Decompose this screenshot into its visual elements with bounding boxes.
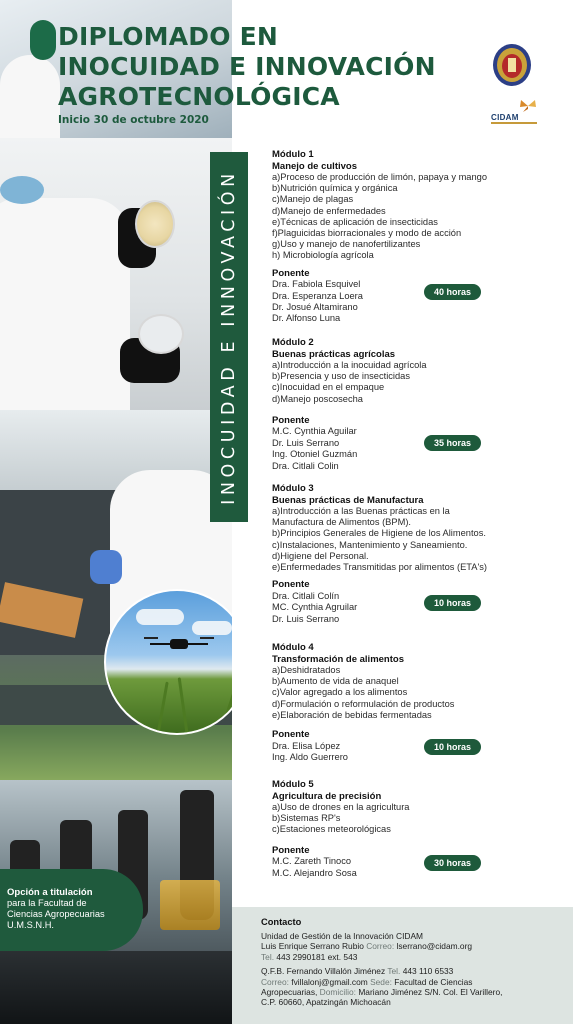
address-line: C.P. 60660, Apatzingán Michoacán [261,997,391,1008]
topic-item: b)Nutrición química y orgánica [272,183,398,194]
topic-item: b)Sistemas RP's [272,813,341,824]
speaker-list [272,591,572,625]
header [50,0,573,137]
contact-line [261,966,573,976]
butterfly-icon [519,99,537,113]
module-name: Agricultura de precisión [272,790,382,802]
contact-phone[interactable]: 443 110 6533 [402,966,454,977]
amber-liquid [160,880,220,930]
topic-item: c)Manejo de plagas [272,194,354,205]
contact-person: Q.F.B. Fernando Villalón Jiménez [261,966,386,977]
cloud [192,621,232,635]
tel-label: Tel. [387,966,401,977]
speaker-item: Dra. Esperanza Loera [272,290,363,301]
topic-item: a)Introducción a la inocuidad agrícola [272,360,427,370]
petri-dish-photo [0,138,232,410]
topic-item: a)Deshidratados [272,665,341,675]
option-title: Opción a titulación [7,887,93,898]
contact-line [261,952,573,962]
cidam-underline [491,122,537,124]
topic-item: d)Manejo poscosecha [272,393,363,404]
drone-rotor [144,637,158,639]
module-3 [272,483,572,625]
module-number: Módulo 5 [272,779,314,790]
speaker-item: MC. Cynthia Agruilar [272,602,358,613]
topic-item: e)Enfermedades Transmitidas por alimentos (ETA's) [272,562,487,573]
petri-dish [138,314,184,354]
module-1 [272,149,572,325]
speaker-list [272,426,572,472]
title-line-3: AGROTECNOLÓGICA [58,82,340,111]
option-line: para la Facultad de [7,898,87,908]
topic-item: c)Estaciones meteorológicas [272,824,391,835]
speaker-item: Ing. Aldo Guerrero [272,751,348,762]
hours-badge: 10 horas [424,595,481,611]
speaker-label: Ponente [272,729,310,741]
module-name: Transformación de alimentos [272,653,404,665]
lab-coat [0,198,130,410]
plant [156,682,169,735]
speaker-label: Ponente [272,579,310,591]
speaker-item: Dr. Josué Altamirano [272,301,358,312]
speaker-item: Dr. Luis Serrano [272,613,340,624]
speaker-list [272,856,572,879]
topic-list [272,172,572,262]
cidam-wordmark: CIDAM [491,113,519,122]
speaker-item: M.C. Zareth Tinoco [272,856,352,867]
contact-email[interactable]: lserrano@cidam.org [396,941,473,952]
topic-item: b)Principios Generales de Higiene de los Alimentos. [272,528,486,539]
bottom-photo-strip [0,951,232,1024]
topic-list [272,360,572,405]
cidam-logo [489,99,539,129]
option-line: Ciencias Agropecuarias [7,909,105,919]
topic-item: d)Formulación o reformulación de productos [272,698,455,709]
vertical-band-text: INOCUIDAD E INNOVACIÓN [219,169,239,505]
topic-list [272,506,572,573]
speaker-item: M.C. Alejandro Sosa [272,867,357,878]
petri-dish [135,200,175,248]
speaker-label: Ponente [272,844,310,856]
contact-line [261,977,573,987]
topic-item: b)Presencia y uso de insecticidas [272,371,410,382]
topic-item: e)Técnicas de aplicación de insecticidas [272,216,438,227]
tel-label: Tel. [261,951,275,962]
option-line: U.M.S.N.H. [7,920,55,930]
topic-item: d)Higiene del Personal. [272,550,369,561]
topic-item: c)Instalaciones, Mantenimiento y Saneamiento. [272,539,468,550]
contact-org: Unidad de Gestión de la Innovación CIDAM [261,931,424,941]
cloud [136,609,184,625]
speaker-item: Dr. Luis Serrano [272,437,340,448]
hours-badge: 30 horas [424,855,481,871]
contact-heading: Contacto [261,917,302,927]
email-label: Correo: [366,941,395,952]
title-line-1: DIPLOMADO EN [58,22,279,51]
speaker-item: Ing. Otoniel Guzmán [272,449,358,460]
speaker-item: Dra. Elisa López [272,740,341,751]
topic-item: a)Proceso de producción de limón, papaya y mango [272,172,487,182]
page-title [58,22,468,112]
contact-phone[interactable]: 443 2990181 ext. 543 [276,951,358,962]
topic-item: c)Valor agregado a los alimentos [272,687,408,698]
topic-item: b)Aumento de vida de anaquel [272,676,399,687]
sede-value: Facultad de Ciencias [394,976,473,987]
contact-line [261,941,573,951]
module-5 [272,779,572,879]
university-seal-icon [491,42,533,88]
speaker-label: Ponente [272,267,310,279]
modules-list [232,137,573,907]
drone-rotor [200,637,214,639]
speaker-label: Ponente [272,414,310,426]
topic-item: g)Uso y manejo de nanofertilizantes [272,239,421,250]
topic-item: f)Plaguicidas biorracionales y modo de acción [272,228,462,239]
contact-person: Luis Enrique Serrano Rubio [261,941,364,952]
module-name: Buenas prácticas de Manufactura [272,494,424,506]
hair-cap [0,176,44,204]
blue-glove [90,550,122,584]
module-number: Módulo 3 [272,483,314,494]
module-name: Buenas prácticas agrícolas [272,348,396,360]
speaker-list [272,279,572,325]
module-number: Módulo 2 [272,337,314,348]
drone-icon [170,639,188,649]
module-name: Manejo de cultivos [272,160,357,172]
speaker-item: Dra. Citlali Colin [272,460,339,471]
topic-item: Manufactura de Alimentos (BPM). [272,517,411,528]
title-line-2: INOCUIDAD E INNOVACIÓN [58,52,436,81]
domicilio-label: Domicilio: [319,987,356,998]
plant [178,677,189,735]
sede-label: Sede: [370,976,392,987]
module-4 [272,642,572,763]
email-label: Correo: [261,976,289,987]
contact-section [232,907,573,1024]
module-2 [272,337,572,472]
start-date: Inicio 30 de octubre 2020 [58,114,209,126]
speaker-item: Dra. Citlali Colín [272,590,340,601]
speaker-item: M.C. Cynthia Aguilar [272,426,357,437]
module-number: Módulo 4 [272,642,314,653]
speaker-list [272,741,572,764]
topic-item: h) Microbiología agrícola [272,250,374,261]
topic-item: e)Elaboración de bebidas fermentadas [272,709,432,720]
contact-email[interactable]: fvillalonj@gmail.com [291,976,368,987]
hours-badge: 35 horas [424,435,481,451]
topic-item: d)Manejo de enfermedades [272,205,386,216]
speaker-item: Dra. Fabiola Esquivel [272,279,361,290]
sede-value: Agropecuarias, [261,987,318,998]
topic-item: a)Introducción a las Buenas prácticas en la [272,506,450,516]
topic-item: a)Uso de drones en la agricultura [272,802,410,812]
address-value: Mariano Jiménez S/N. Col. El Varillero, [358,987,503,998]
topic-list [272,802,572,836]
topic-list [272,665,572,721]
topic-item: c)Inocuidad en el empaque [272,382,385,393]
degree-option-card [0,869,143,951]
module-number: Módulo 1 [272,149,314,160]
hours-badge: 10 horas [424,739,481,755]
hours-badge: 40 horas [424,284,481,300]
speaker-item: Dr. Alfonso Luna [272,313,341,324]
contact-line [261,987,573,997]
